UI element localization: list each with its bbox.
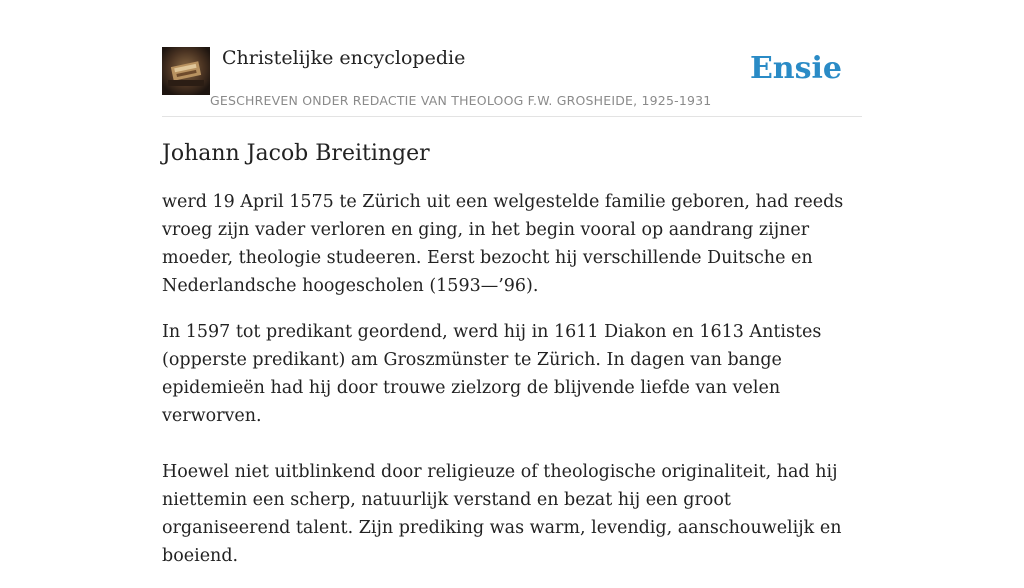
site-header — [162, 46, 862, 117]
paragraph: In 1597 tot predikant geordend, werd hij in 1611 Diakon en 1613 Antistes (opperste predikant) am Groszmünster te Zürich. In dagen van bange epidemieën had hij door trouwe zielzorg de blijvende liefde van velen verworven. — [162, 322, 822, 426]
paragraph: Hoewel niet uitblinkend door religieuze of theologische originaliteit, had hij niettemin een scherp, natuurlijk verstand en bezat hij een groot organiseerend talent. Zijn prediking was warm, levendig, aanschouwelijk en boeiend. — [162, 462, 842, 566]
article — [162, 138, 862, 588]
paragraph: werd 19 April 1575 te Zürich uit een welgestelde familie geboren, had reeds vroeg zijn vader verloren en ging, in het begin vooral op aandrang zijner moeder, theologie studeeren. Eerst bezocht hij verschillende Duitsche en Nederlandsche hoogescholen (1593—’96). — [162, 192, 844, 296]
brand-logo[interactable]: Ensie — [749, 51, 842, 86]
site-title[interactable]: Christelijke encyclopedie — [222, 47, 466, 69]
site-logo-icon[interactable] — [162, 47, 210, 95]
site-subtitle: GESCHREVEN ONDER REDACTIE VAN THEOLOOG F.W. GROSHEIDE, 1925-1931 — [210, 93, 712, 108]
article-title: Johann Jacob Breitinger — [162, 141, 430, 166]
